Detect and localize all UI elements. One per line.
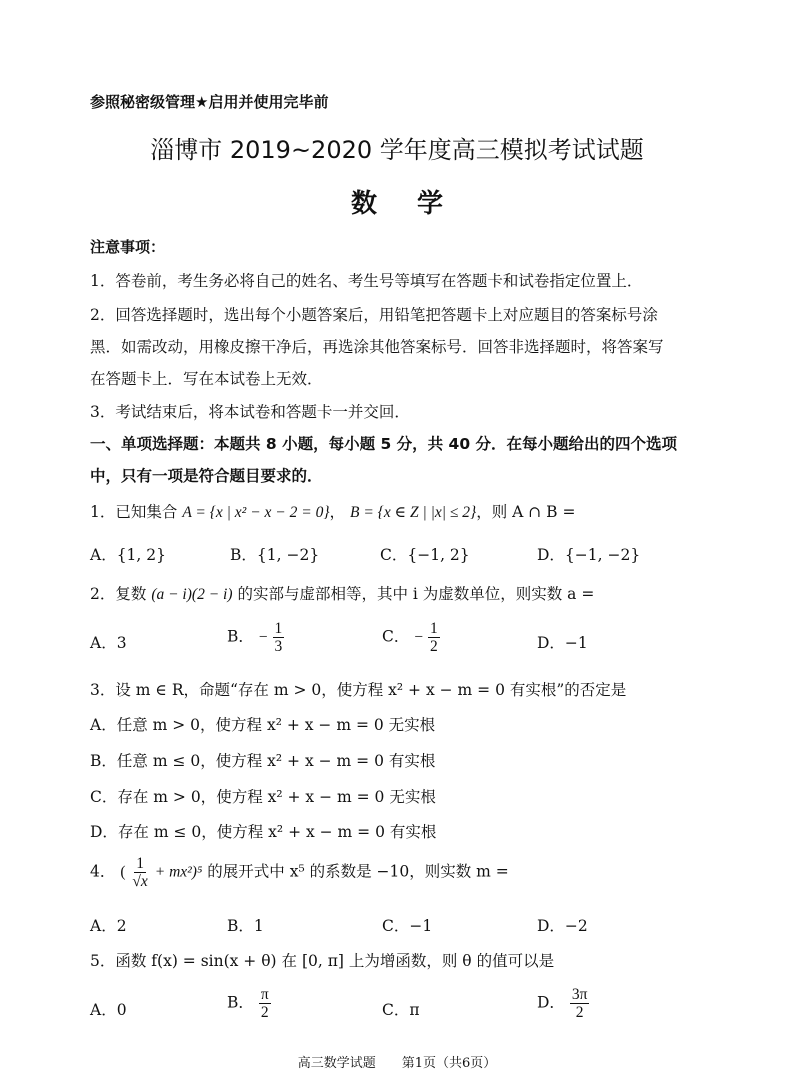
- q2-option-c-denominator: 2: [430, 638, 438, 656]
- q5-option-d-fraction: [570, 986, 590, 1021]
- q3-option-d: D．存在 m ≤ 0，使方程 x² + x − m = 0 有实根: [90, 823, 437, 841]
- q2-option-c-fraction: [428, 620, 440, 655]
- q5-option-c: C．π: [382, 1001, 420, 1019]
- q3-option-b: B．任意 m ≤ 0，使方程 x² + x − m = 0 有实根: [90, 752, 436, 770]
- notice-heading: 注意事项：: [90, 238, 166, 256]
- q5-option-b-label: B．: [227, 993, 254, 1012]
- q5-option-d: [537, 986, 589, 1021]
- q4-open-paren: (: [120, 863, 126, 881]
- notice-item: 黑．如需改动，用橡皮擦干净后，再选涂其他答案标号．回答非选择题时，将答案写: [90, 338, 664, 356]
- q5-option-d-numerator: 3π: [571, 986, 588, 1003]
- q2-option-c-sign: −: [414, 628, 424, 646]
- question-5-stem: 5．函数 f(x) = sin(x + θ) 在 [0, π] 上为增函数，则 θ 的值可以是: [90, 952, 555, 970]
- notice-item: 1．答卷前，考生务必将自己的姓名、考生号等填写在答题卡和试卷指定位置上．: [90, 272, 643, 290]
- q4-option-a: A．2: [90, 917, 127, 935]
- q2-option-b-sign: −: [258, 628, 268, 646]
- question-2-stem: [90, 582, 594, 604]
- q2-option-c-label: C．: [382, 627, 410, 646]
- q4-suffix: 的展开式中 x⁵ 的系数是 −10，则实数 m =: [207, 862, 509, 881]
- q4-prefix: 4．: [90, 862, 116, 881]
- q2-option-b-numerator: 1: [274, 620, 283, 637]
- notice-item: 在答题卡上．写在本试卷上无效．: [90, 370, 323, 388]
- q5-option-d-label: D．: [537, 993, 565, 1012]
- q1-option-b: B．{1, −2}: [230, 546, 320, 564]
- page-footer: 高三数学试题 第1页（共6页）: [297, 1056, 497, 1071]
- q2-expr: (a − i)(2 − i): [151, 586, 233, 603]
- confidentiality-label: 参照秘密级管理★启用并使用完毕前: [90, 93, 329, 111]
- q1-prefix: 1．已知集合: [90, 503, 178, 521]
- q1-set-b: B = {x ∈ Z | |x| ≤ 2}: [350, 504, 477, 521]
- q2-option-b-fraction: [273, 620, 285, 655]
- q4-option-d: D．−2: [537, 917, 588, 935]
- q5-option-b: [227, 986, 271, 1021]
- q1-option-c: C．{−1, 2}: [380, 546, 470, 564]
- notice-item: 2．回答选择题时，选出每个小题答案后，用铅笔把答题卡上对应题目的答案标号涂: [90, 306, 658, 324]
- q2-suffix: 的实部与虚部相等，其中 i 为虚数单位，则实数 a =: [237, 585, 595, 603]
- subject-title: 数学: [350, 189, 483, 219]
- q1-sep: ，: [329, 503, 346, 521]
- q5-option-d-denominator: 2: [575, 1004, 584, 1022]
- q1-option-d: D．{−1, −2}: [537, 546, 641, 564]
- section-heading-continued: 中，只有一项是符合题目要求的．: [90, 467, 323, 485]
- q5-option-b-denominator: 2: [260, 1004, 269, 1022]
- q3-option-c: C．存在 m > 0，使方程 x² + x − m = 0 无实根: [90, 788, 436, 806]
- question-1-stem: [90, 500, 576, 522]
- q2-option-c-numerator: 1: [430, 620, 438, 637]
- q2-prefix: 2．复数: [90, 585, 147, 603]
- q4-tail: + mx²)⁵: [154, 863, 203, 881]
- q2-option-b-denominator: 3: [274, 638, 283, 656]
- q1-option-a: A．{1, 2}: [90, 546, 166, 564]
- q2-option-c: [382, 620, 440, 655]
- q4-option-b: B．1: [227, 917, 264, 935]
- q4-denominator: √x: [132, 873, 148, 891]
- q4-numerator: 1: [136, 855, 144, 872]
- question-4-stem: [90, 855, 509, 890]
- notice-item: 3．考试结束后，将本试卷和答题卡一并交回．: [90, 403, 410, 421]
- question-3-stem: 3．设 m ∈ R，命题“存在 m > 0，使方程 x² + x − m = 0 有实根”的否定是: [90, 681, 627, 699]
- q5-option-a: A．0: [90, 1001, 127, 1019]
- q2-option-b: [227, 620, 284, 655]
- q4-fraction: [130, 855, 149, 890]
- q2-option-a: A．3: [90, 634, 127, 652]
- q2-option-b-label: B．: [227, 627, 254, 646]
- q3-option-a: A．任意 m > 0，使方程 x² + x − m = 0 无实根: [90, 716, 436, 734]
- exam-title: 淄博市 2019~2020 学年度高三模拟考试试题: [150, 136, 644, 164]
- section-heading: 一、单项选择题：本题共 8 小题，每小题 5 分，共 40 分．在每小题给出的四个选项: [90, 435, 678, 453]
- q5-option-b-numerator: π: [260, 986, 269, 1003]
- q2-option-d: D．−1: [537, 634, 588, 652]
- q5-option-b-fraction: [259, 986, 271, 1021]
- q1-set-a: A = {x | x² − x − 2 = 0}: [182, 504, 330, 521]
- q4-option-c: C．−1: [382, 917, 433, 935]
- q1-suffix: ，则 A ∩ B =: [476, 503, 576, 521]
